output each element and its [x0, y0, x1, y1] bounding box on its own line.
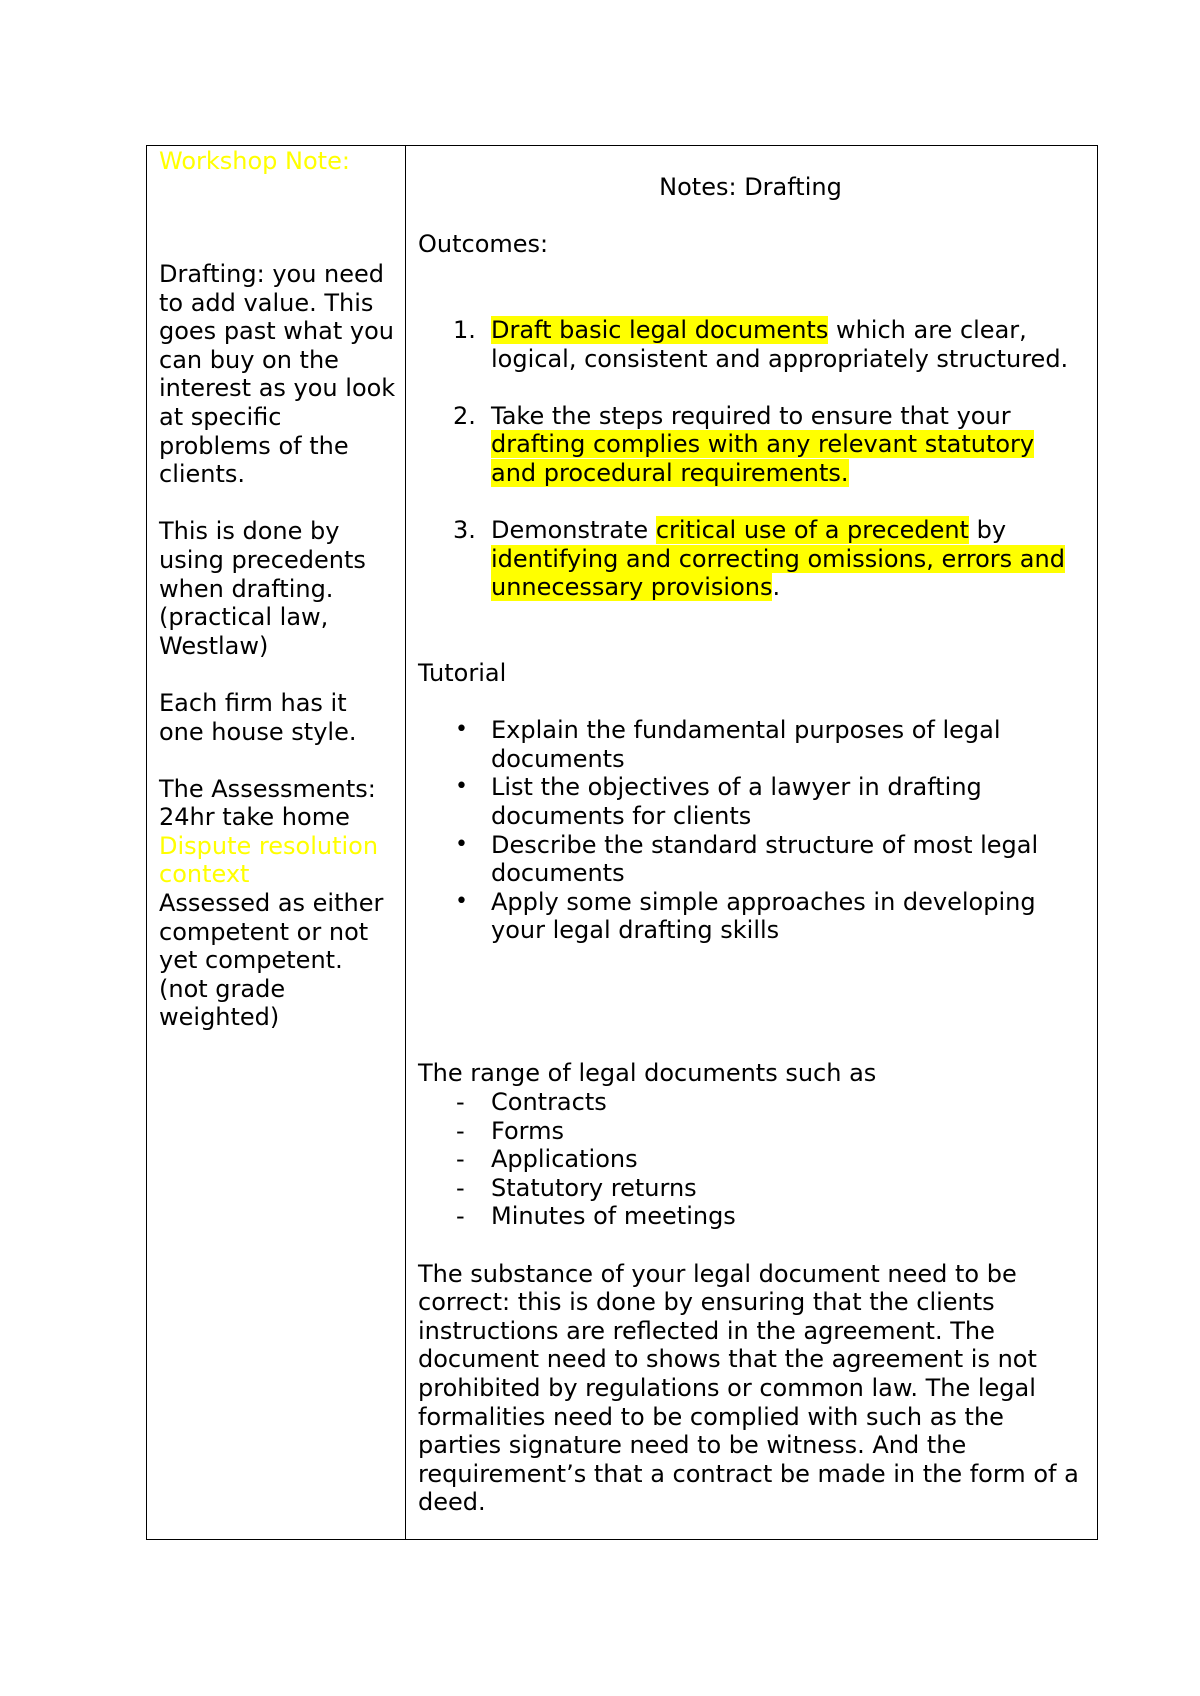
range-heading: The range of legal documents such as [418, 1059, 877, 1088]
outcomes-list [418, 316, 1083, 602]
document-type-item: - Contracts [456, 1088, 607, 1116]
bullet-icon: • [455, 831, 468, 857]
tutorial-heading: Tutorial [418, 659, 507, 688]
bullet-icon: • [455, 774, 468, 800]
outcome-number: 1. [453, 315, 476, 344]
workshop-note-heading: Workshop Note: [159, 147, 350, 175]
house-style-paragraph: Each firm has it one house style. [159, 688, 357, 746]
tutorial-item: • Describe the standard structure of most legal documents [455, 830, 1039, 888]
workshop-note-body [159, 260, 397, 1032]
drafting-notes-body [418, 173, 1083, 1517]
tutorial-item: • List the objectives of a lawyer in drafting documents for clients [455, 773, 982, 831]
outcome-highlight: critical use of a precedent [655, 516, 969, 545]
outcome-item [418, 316, 1083, 373]
dash-icon: - [456, 1173, 465, 1202]
workshop-note-column [147, 146, 406, 1539]
dispute-resolution-context: Dispute resolution context [159, 831, 379, 889]
outcome-text: by [968, 516, 1007, 545]
dash-icon: - [456, 1145, 465, 1174]
dash-icon: - [456, 1202, 465, 1231]
outcome-highlight: Draft basic legal documents [491, 315, 829, 344]
bullet-icon: • [455, 717, 468, 743]
document-type-item: - Applications [456, 1145, 638, 1174]
outcomes-heading: Outcomes: [418, 230, 549, 259]
outcome-highlight: drafting complies with any relevant statutory and procedural requirements. [491, 430, 1035, 487]
outcome-text: . [772, 573, 781, 602]
assessed-competency-paragraph: Assessed as either competent or not yet competent. (not grade weighted) [159, 889, 384, 1032]
dash-icon: - [456, 1116, 465, 1145]
document-types-list [418, 1088, 1083, 1231]
precedents-paragraph: This is done by using precedents when drafting. (practical law, Westlaw) [159, 517, 366, 660]
bullet-icon: • [455, 888, 468, 914]
tutorial-item: • Apply some simple approaches in developing your legal drafting skills [455, 887, 1036, 945]
outcome-text: Demonstrate [491, 516, 656, 545]
document-type-item: - Statutory returns [456, 1173, 697, 1202]
tutorial-item: • Explain the fundamental purposes of legal documents [455, 716, 1001, 773]
notes-table [146, 145, 1098, 1540]
outcome-text: Take the steps required to ensure that your [491, 401, 1011, 430]
outcome-number: 2. [453, 401, 476, 430]
substance-paragraph: The substance of your legal document need to be correct: this is done by ensuring that the clients instructions are reflected in the agreement. The document need to shows that the agreement is not prohibited by regulations or common law. The legal formalities need to be complied with such as the parties signature need to be witness. And the requirement’s that a contract be made in the form of a deed. [418, 1259, 1079, 1517]
outcome-number: 3. [453, 516, 476, 545]
document-type-item: - Minutes of meetings [456, 1202, 736, 1231]
tutorial-list [418, 716, 1083, 945]
outcome-item [418, 402, 1083, 488]
dash-icon: - [456, 1088, 465, 1116]
assessments-heading: The Assessments: [159, 774, 376, 803]
notes-title: Notes: Drafting [659, 173, 842, 201]
document-type-item: - Forms [456, 1116, 564, 1145]
outcome-highlight: identifying and correcting omissions, errors and unnecessary provisions [491, 544, 1065, 602]
assessments-take-home: 24hr take home [159, 803, 350, 832]
drafting-notes-column [406, 146, 1097, 1539]
outcome-item [418, 516, 1083, 602]
drafting-value-paragraph: Drafting: you need to add value. This goes past what you can buy on the interest as you look at specific problems of the clients. [159, 260, 396, 489]
outcome-text: which are clear, logical, consistent and appropriately structured. [491, 315, 1069, 373]
